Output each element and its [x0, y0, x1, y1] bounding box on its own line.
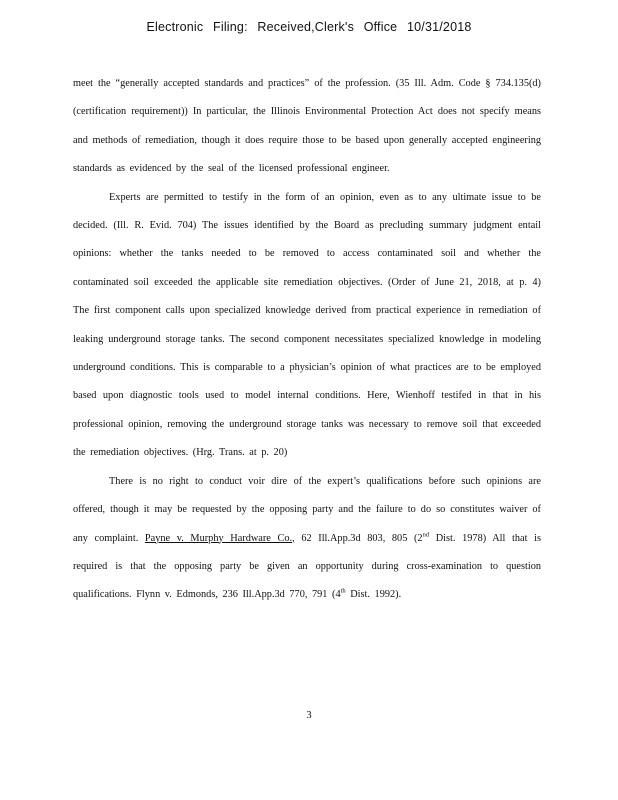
- filing-stamp: Electronic Filing: Received,Clerk's Office 10/31/2018: [146, 20, 472, 34]
- paragraph-voir-dire: [73, 468, 541, 610]
- ordinal-superscript: nd: [422, 531, 430, 539]
- paragraph-continuation: meet the “generally accepted standards and practices” of the profession. (35 Ill. Adm. Code § 734.135(d) (certification requirement)) In particular, the Illinois Environmental Protection Act does not specify means and methods of remediation, though it does require those to be based upon generally accepted engineering standards as evidenced by the seal of the licensed professional engineer.: [73, 78, 541, 175]
- ordinal-superscript: th: [340, 587, 346, 595]
- case-citation-payne: Payne v. Murphy Hardware Co.,: [144, 532, 295, 544]
- paragraph-experts: Experts are permitted to testify in the form of an opinion, even as to any ultimate issue to be decided. (Ill. R. Evid. 704) The issues identified by the Board as precluding summary judgment entail opinions: whether the tanks needed to be removed to access contaminated soil and whether the contaminated soil exceeded the applicable site remediation objectives. (Order of June 21, 2018, at p. 4) The first component calls upon specialized knowledge derived from practical experience in remediation of leaking underground storage tanks. The second component necessitates specialized knowledge in modeling underground conditions. This is comparable to a physician’s opinion of what practices are to be employed based upon diagnostic tools used to model internal conditions. Here, Wienhoff testifed in that in his professional opinion, removing the underground storage tanks was necessary to remove soil that exceeded the remediation objectives. (Hrg. Trans. at p. 20): [73, 191, 541, 459]
- paragraph-text-segment: 62 Ill.App.3d 803, 805 (2: [294, 532, 423, 544]
- body-text: [73, 70, 541, 610]
- paragraph-text-segment: There is no right to conduct voir dire of the expert’s qualifications before such opinions are offered, though it may be requested by the opposing party and the failure to do so constitutes waiver of any complaint.: [73, 475, 541, 544]
- paragraph-text-segment: Dist. 1978) All that is required is that the opposing party be given an opportunity during cross-examination to question qualifications. Flynn v. Edmonds, 236 Ill.App.3d 770, 791 (4: [73, 532, 541, 601]
- paragraph-text-segment: Dist. 1992).: [345, 589, 402, 601]
- page-number: 3: [306, 710, 312, 721]
